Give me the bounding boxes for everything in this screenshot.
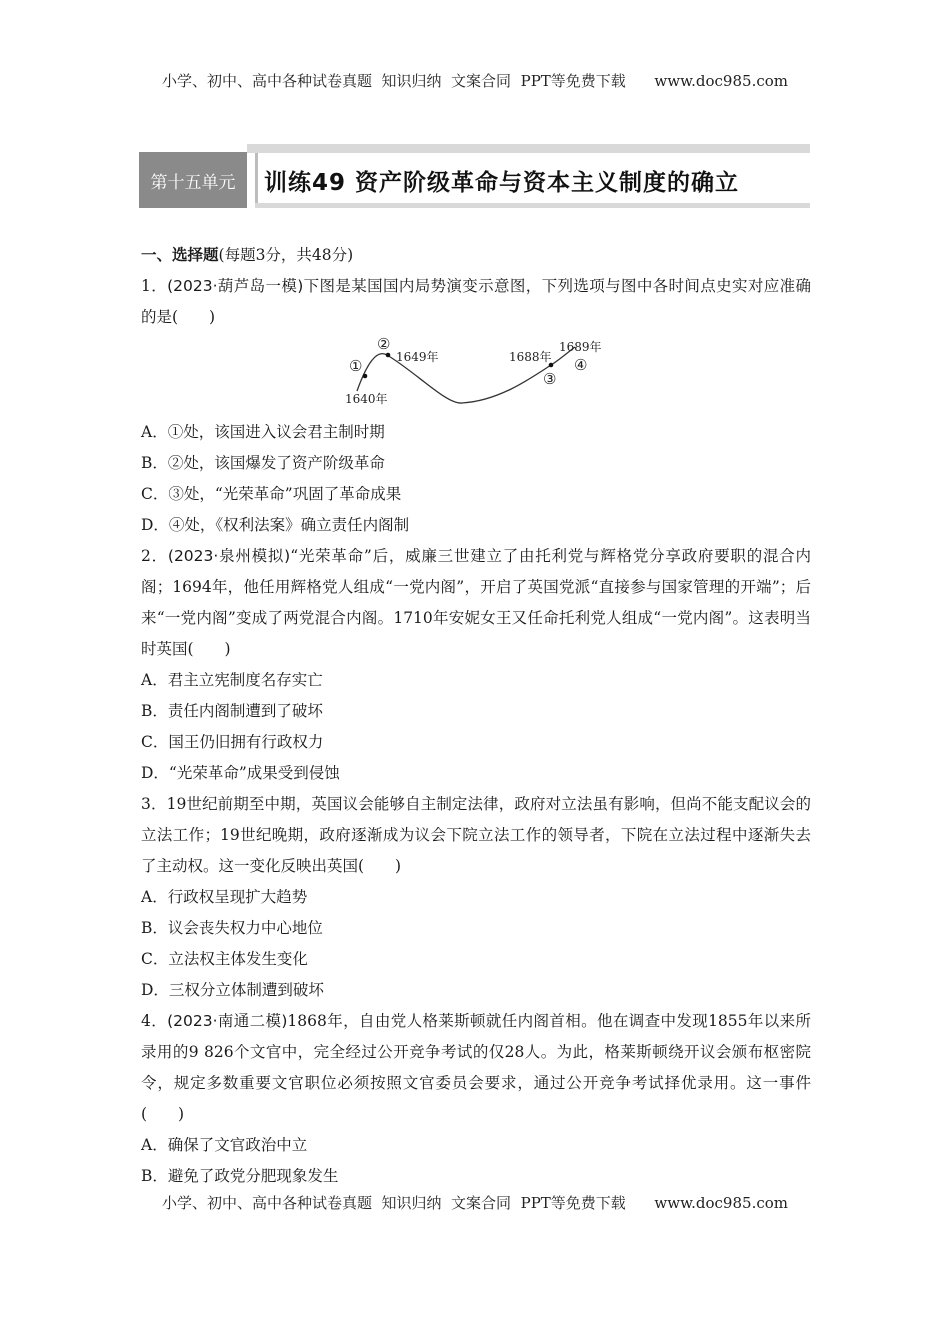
- section-title: [141, 240, 811, 271]
- question-1-stem: [141, 271, 811, 333]
- point-1649: [386, 353, 391, 358]
- question-text: “光荣革命”后，威廉三世建立了由托利党与辉格党分享政府要职的混合内阁；1694年，他任用辉格党人组成“一党内阁”，开启了英国党派“直接参与国家管理的开端”；后来“一党内阁”变成了两党混合内阁。1710年安妮女王又任命托利党人组成“一党内阁”。这表明当时英国( ): [141, 547, 811, 658]
- question-number: 2．: [141, 547, 168, 565]
- question-2-stem: [141, 541, 811, 665]
- section-note: (每题3分，共48分): [218, 246, 354, 264]
- header-banner: 小学、初中、高中各种试卷真题 知识归纳 文案合同 PPT等免费下载 www.doc985.com: [161, 72, 788, 90]
- unit-tag: 第十五单元: [139, 152, 247, 208]
- footer-banner: 小学、初中、高中各种试卷真题 知识归纳 文案合同 PPT等免费下载 www.doc985.com: [161, 1194, 788, 1212]
- question-3-option-a: A．行政权呈现扩大趋势: [141, 888, 308, 906]
- question-1-option-a: A．①处，该国进入议会君主制时期: [141, 423, 385, 441]
- question-1-option-d: D．④处，《权利法案》确立责任内阁制: [141, 516, 410, 534]
- question-text: 19世纪前期至中期，英国议会能够自主制定法律，政府对立法虽有影响，但尚不能支配议会的立法工作；19世纪晚期，政府逐渐成为议会下院立法工作的领导者，下院在立法过程中逐渐失去了主动权。这一变化反映出英国( ): [141, 795, 811, 875]
- question-3-option-d: D．三权分立体制遭到破坏: [141, 981, 324, 999]
- question-4-option-a: A．确保了文官政治中立: [141, 1136, 308, 1154]
- question-3-stem: [141, 789, 811, 882]
- question-1-option-b: B．②处，该国爆发了资产阶级革命: [141, 454, 385, 472]
- unit-title: 训练49 资产阶级革命与资本主义制度的确立: [264, 170, 740, 196]
- exam-content: [141, 240, 811, 1192]
- question-2-option-d: D．“光荣革命”成果受到侵蚀: [141, 764, 340, 782]
- label-year-1689: 1689年: [559, 340, 602, 354]
- question-number: 3．: [141, 795, 167, 813]
- question-4-stem: [141, 1006, 811, 1130]
- label-circle-3: ③: [543, 370, 557, 388]
- header-bar-bottom: [255, 203, 810, 208]
- timeline-curve-svg: [337, 333, 617, 417]
- question-2-option-a: A．君主立宪制度名存实亡: [141, 671, 323, 689]
- point-1640: [363, 374, 368, 379]
- label-year-1640: 1640年: [345, 392, 388, 406]
- section-title-text: 一、选择题: [141, 246, 219, 264]
- label-year-1688: 1688年: [509, 350, 552, 364]
- timeline-diagram: [141, 333, 811, 417]
- label-circle-4: ④: [574, 356, 588, 374]
- label-circle-2: ②: [377, 335, 391, 353]
- question-source: (2023·葫芦岛一模): [167, 277, 304, 295]
- question-2-option-c: C．国王仍旧拥有行政权力: [141, 733, 324, 751]
- question-1-option-c: C．③处，“光荣革命”巩固了革命成果: [141, 485, 402, 503]
- label-year-1649: 1649年: [396, 350, 439, 364]
- question-number: 4．: [141, 1012, 168, 1030]
- question-number: 1．: [141, 277, 168, 295]
- unit-header: [139, 144, 810, 210]
- question-text: 1868年，自由党人格莱斯顿就任内阁首相。他在调查中发现1855年以来所录用的9 826个文官中，完全经过公开竞争考试的仅28人。为此，格莱斯顿绕开议会颁布枢密院令，规定多数重要文官职位必须按照文官委员会要求，通过公开竞争考试择优录用。这一事件( ): [141, 1012, 811, 1123]
- header-bar-top: [247, 144, 810, 153]
- question-text: 下图是某国国内局势演变示意图，下列选项与图中各时间点史实对应准确的是( ): [141, 277, 811, 326]
- question-3-option-c: C．立法权主体发生变化: [141, 950, 308, 968]
- question-2-option-b: B．责任内阁制遭到了破坏: [141, 702, 323, 720]
- header-divider: [255, 153, 258, 208]
- question-3-option-b: B．议会丧失权力中心地位: [141, 919, 323, 937]
- question-source: (2023·泉州模拟): [167, 547, 291, 565]
- label-circle-1: ①: [349, 357, 363, 375]
- question-source: (2023·南通二模): [167, 1012, 288, 1030]
- question-4-option-b: B．避免了政党分肥现象发生: [141, 1167, 339, 1185]
